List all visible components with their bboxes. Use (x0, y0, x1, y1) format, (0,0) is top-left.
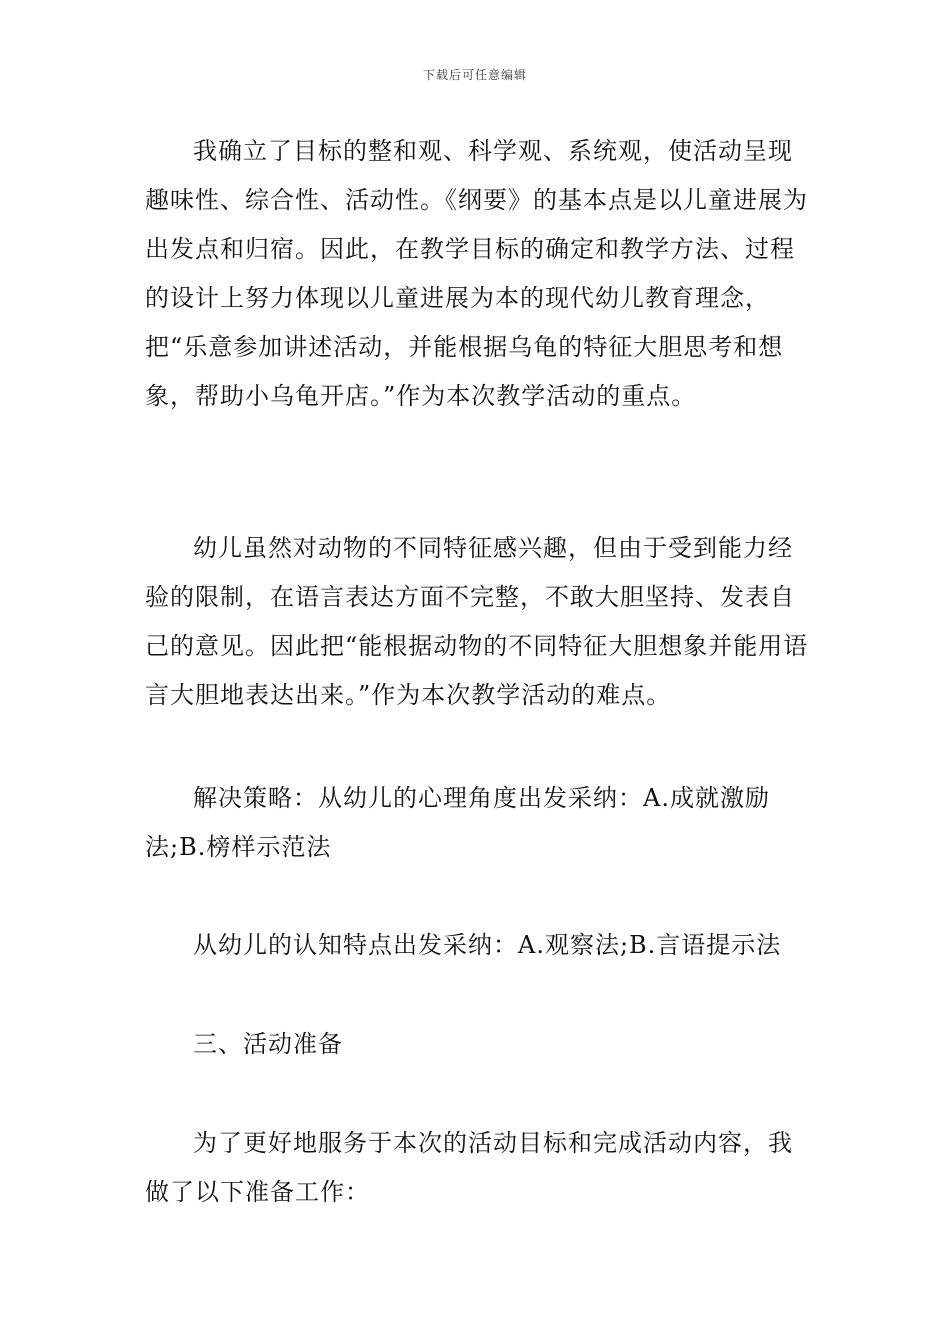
paragraph-teaching-focus (145, 127, 810, 421)
section-heading-activity-preparation (145, 1020, 810, 1069)
paragraph-text: 从幼儿的认知特点出发采纳：A.观察法;B.言语提示法 (193, 931, 782, 959)
paragraph-cognitive-methods (145, 921, 810, 970)
paragraph-solution-strategy (145, 774, 810, 872)
paragraph-text: 为了更好地服务于本次的活动目标和完成活动内容，我做了以下准备工作： (145, 1129, 793, 1206)
paragraph-text: 幼儿虽然对动物的不同特征感兴趣，但由于受到能力经验的限制，在语言表达方面不完整，不敢大胆坚持、发表自己的意见。因此把“能根据动物的不同特征大胆想象并能用语言大胆地表达出来。”作为本次教学活动的难点。 (145, 534, 809, 709)
paragraph-text: 我确立了目标的整和观、科学观、系统观，使活动呈现趣味性、综合性、活动性。《纲要》的基本点是以儿童进展为出发点和归宿。因此，在教学目标的确定和教学方法、过程的设计上努力体现以儿童进展为本的现代幼儿教育理念，把“乐意参加讲述活动，并能根据乌龟的特征大胆思考和想象，帮助小乌龟开店。”作为本次教学活动的重点。 (145, 137, 808, 410)
paragraph-preparation-intro (145, 1119, 810, 1217)
paragraph-text: 解决策略：从幼儿的心理角度出发采纳：A.成就激励法;B.榜样示范法 (145, 784, 770, 861)
paragraph-teaching-difficulty (145, 524, 810, 720)
page-header: 下载后可任意编辑 (422, 68, 527, 82)
section-heading: 三、活动准备 (193, 1030, 343, 1058)
